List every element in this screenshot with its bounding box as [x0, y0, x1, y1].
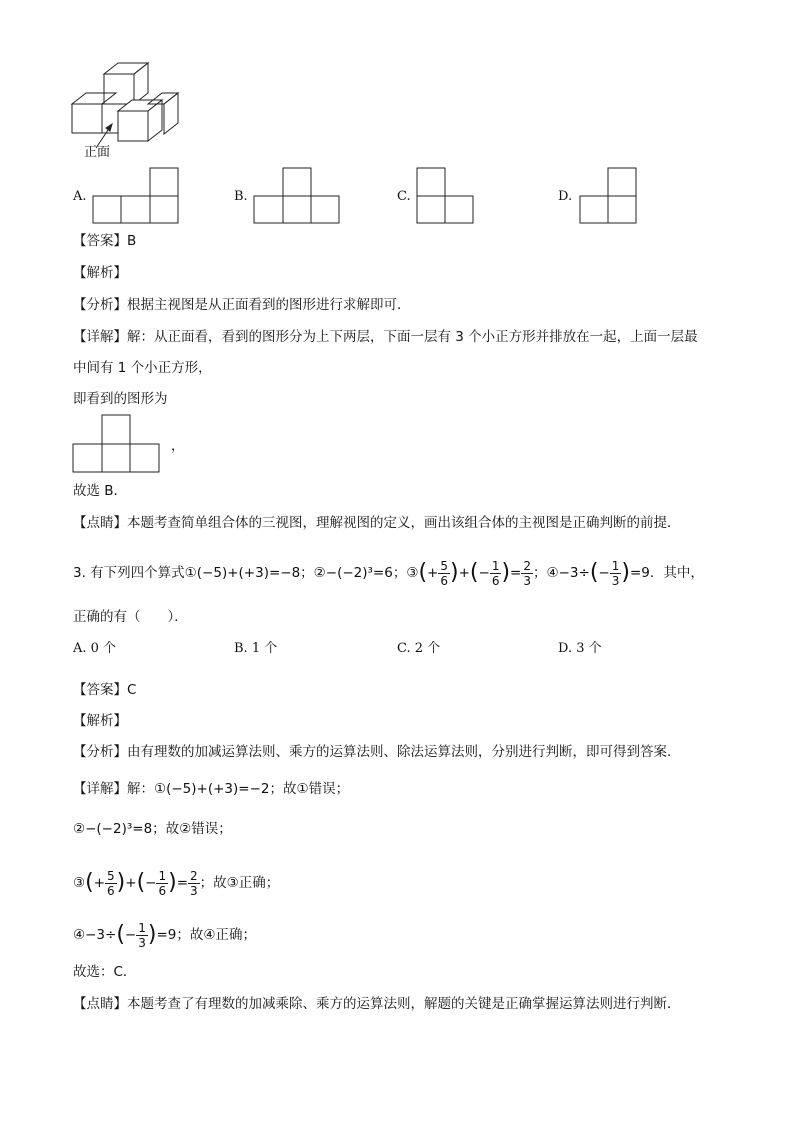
q3-detail2: ②−(−2)³=8；故②错误；	[73, 821, 232, 837]
q3-expr2: ②−(−2)³=6；	[313, 565, 407, 581]
q3-expr3-prefix: ③	[406, 565, 419, 581]
q3-detail3: ③(+ $\frac{5}{6}$ )+(− $\frac{1}{6}$ )= $\frac{2}{3}$ ；故③正确；	[73, 868, 280, 898]
q2-fenxi: 【分析】根据主视图是从正面看到的图形进行求解即可．	[73, 297, 411, 313]
option-b-letter: B.	[234, 189, 248, 204]
q3-line2: 正确的有（ ）．	[73, 609, 188, 625]
q2-dianjing: 【点睛】本题考查简单组合体的三视图，理解视图的定义，画出该组合体的主视图是正确判断的前提．	[73, 515, 681, 531]
frac-2-3: $\frac{2}{3}$	[523, 558, 531, 588]
q3-expr1: ①(−5)+(+3)=−8；	[184, 565, 314, 581]
q3-choose: 故选：C．	[73, 964, 137, 980]
q2-comma: ，	[171, 438, 185, 454]
q3-fenxi: 【分析】由有理数的加减运算法则、乘方的运算法则、除法运算法则，分别进行判断，即可得到答案．	[73, 744, 681, 760]
q2-seen-label: 即看到的图形为	[73, 391, 168, 407]
q3-analysis-label: 【解析】	[73, 713, 127, 729]
q2-detail-line2: 中间有 1 个小正方形，	[73, 360, 212, 376]
q2-choose: 故选 B．	[73, 483, 128, 499]
q3-option-d: D. 3 个	[558, 641, 602, 656]
q3-stem: 3. 有下列四个算式①(−5)+(+3)=−8；②−(−2)³=6；③(+ $\frac{5}{6}$ )+(− $\frac{1}{6}$ )= $\frac{2}{3}$ ；④−3÷(− $\frac{1}{3}$ )=9．其中，	[73, 558, 704, 588]
frac-1-6: $\frac{1}{6}$	[491, 558, 500, 588]
q3-answer: 【答案】C	[73, 682, 137, 698]
q3-detail4: ④−3÷(− $\frac{1}{3}$ )=9；故④正确；	[73, 920, 256, 950]
q3-lead: 3. 有下列四个算式	[73, 565, 185, 581]
front-label: 正面	[84, 145, 111, 160]
q3-expr4-suffix: =9．其中，	[629, 565, 704, 581]
frac-5-6: $\frac{5}{6}$	[440, 558, 448, 588]
q3-option-a: A. 0 个	[73, 641, 117, 656]
frac-1-3: $\frac{1}{3}$	[611, 558, 620, 588]
option-c-letter: C.	[397, 189, 411, 204]
q3-expr4-prefix: ④−3÷	[546, 565, 590, 581]
q3-option-c: C. 2 个	[397, 641, 441, 656]
option-a-letter: A.	[73, 189, 87, 204]
option-d-letter: D.	[558, 189, 573, 204]
q2-answer: 【答案】B	[73, 233, 137, 249]
q3-option-b: B. 1 个	[234, 641, 278, 656]
main-view-figure	[0, 0, 794, 480]
q3-detail1: 【详解】解：①(−5)+(+3)=−2；故①错误；	[73, 781, 350, 797]
q3-dianjing: 【点睛】本题考查了有理数的加减乘除、乘方的运算法则，解题的关键是正确掌握运算法则进行判断．	[73, 996, 681, 1012]
q2-detail-line1: 【详解】解：从正面看，看到的图形分为上下两层，下面一层有 3 个小正方形并排放在一起，上面一层最	[73, 329, 698, 345]
q2-analysis-label: 【解析】	[73, 265, 127, 281]
